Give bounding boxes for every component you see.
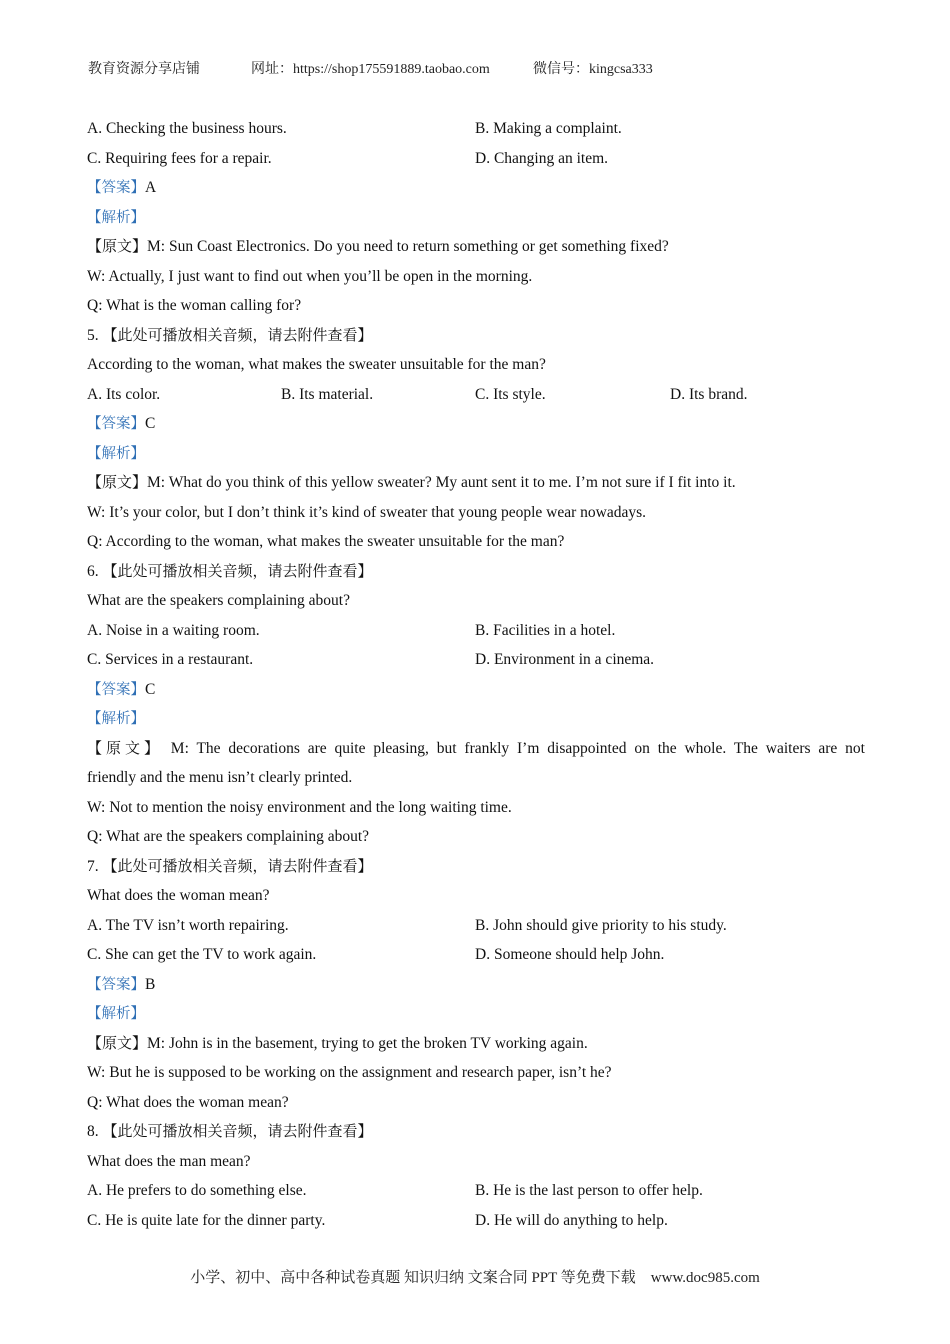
options-row <box>87 380 865 410</box>
transcript-line <box>87 468 865 498</box>
analysis-line <box>87 704 865 734</box>
shop-name: 教育资源分享店铺 <box>88 62 200 77</box>
transcript-line: Q: According to the woman, what makes the sweater unsuitable for the man? <box>87 533 565 550</box>
question-number: 6. <box>87 562 99 580</box>
answer-tag: 【答案】 <box>87 180 145 196</box>
answer-tag: 【答案】 <box>87 416 145 432</box>
answer-line <box>87 675 865 705</box>
answer-value: A <box>145 179 157 196</box>
answer-line <box>87 173 865 203</box>
answer-value: C <box>145 415 156 432</box>
option-c: C. She can get the TV to work again. <box>87 946 317 963</box>
answer-line <box>87 970 865 1000</box>
option-b: B. Making a complaint. <box>475 120 622 137</box>
transcript-line: friendly and the menu isn’t clearly printed. <box>87 769 353 786</box>
options-row <box>87 144 865 174</box>
question-number: 7. <box>87 857 99 875</box>
wechat-id: 微信号：kingcsa333 <box>533 62 653 77</box>
option-c: C. Requiring fees for a repair. <box>87 149 272 167</box>
options-row <box>87 940 865 970</box>
answer-tag: 【答案】 <box>87 976 145 993</box>
option-b: B. Its material. <box>281 385 374 403</box>
question-text: What are the speakers complaining about? <box>87 592 350 609</box>
transcript-line <box>87 1029 865 1059</box>
option-b: B. Facilities in a hotel. <box>475 621 616 639</box>
options-row <box>87 616 865 646</box>
option-c: C. Services in a restaurant. <box>87 651 254 668</box>
page-footer: 小学、初中、高中各种试卷真题 知识归纳 文案合同 PPT 等免费下载 www.doc985.com <box>190 1270 760 1286</box>
analysis-line <box>87 203 865 233</box>
transcript-text: M: Sun Coast Electronics. Do you need to return something or get something fixed? <box>147 238 669 255</box>
question-number: 5. <box>87 326 99 344</box>
options-row <box>87 1176 865 1206</box>
question-text: What does the man mean? <box>87 1152 251 1170</box>
answer-line <box>87 409 865 439</box>
audio-note: 【此处可播放相关音频，请去附件查看】 <box>102 856 373 875</box>
transcript-line: Q: What does the woman mean? <box>87 1093 289 1111</box>
analysis-line <box>87 999 865 1029</box>
option-d: D. Its brand. <box>670 385 748 403</box>
option-b: B. John should give priority to his study. <box>475 916 727 934</box>
transcript-tag: 【原文】 <box>87 473 148 491</box>
transcript-line <box>87 232 865 262</box>
question-number: 8. <box>87 1123 99 1140</box>
analysis-line <box>87 439 865 469</box>
transcript-line: W: Actually, I just want to find out when you’ll be open in the morning. <box>87 267 533 285</box>
transcript-line <box>87 734 865 764</box>
question-header <box>87 557 865 587</box>
option-a: A. The TV isn’t worth repairing. <box>87 916 289 934</box>
analysis-tag: 【解析】 <box>87 445 145 462</box>
transcript-text: M: John is in the basement, trying to get the broken TV working again. <box>147 1034 588 1052</box>
option-d: D. Someone should help John. <box>475 946 665 963</box>
option-d: D. Changing an item. <box>475 149 609 167</box>
audio-note: 【此处可播放相关音频，请去附件查看】 <box>102 1122 373 1140</box>
transcript-text: M: What do you think of this yellow sweater? My aunt sent it to me. I’m not sure if I fit into it. <box>147 474 736 491</box>
answer-value: B <box>145 975 156 993</box>
analysis-tag: 【解析】 <box>87 209 145 226</box>
transcript-line: W: It’s your color, but I don’t think it’s kind of sweater that young people wear nowadays. <box>87 503 646 521</box>
options-row <box>87 114 865 144</box>
transcript-line: Q: What are the speakers complaining about? <box>87 828 370 845</box>
option-a: A. Noise in a waiting room. <box>87 621 260 639</box>
answer-value: C <box>145 680 156 698</box>
question-text: What does the woman mean? <box>87 887 270 904</box>
option-a: A. Checking the business hours. <box>87 120 287 137</box>
audio-note: 【此处可播放相关音频，请去附件查看】 <box>102 561 373 580</box>
shop-url: 网址：https://shop175591889.taobao.com <box>251 62 490 77</box>
transcript-line: W: Not to mention the noisy environment and the long waiting time. <box>87 798 512 816</box>
option-d: D. Environment in a cinema. <box>475 651 655 668</box>
transcript-line: Q: What is the woman calling for? <box>87 297 302 314</box>
transcript-tag: 【原文】 <box>87 738 163 757</box>
option-b: B. He is the last person to offer help. <box>475 1182 703 1199</box>
audio-note: 【此处可播放相关音频，请去附件查看】 <box>102 325 373 344</box>
question-text: According to the woman, what makes the sweater unsuitable for the man? <box>87 356 546 373</box>
question-header <box>87 321 865 351</box>
analysis-tag: 【解析】 <box>87 1006 145 1022</box>
question-header <box>87 852 865 882</box>
transcript-tag: 【原文】 <box>87 237 148 255</box>
answer-tag: 【答案】 <box>87 681 145 698</box>
options-row <box>87 1206 865 1236</box>
option-c: C. He is quite late for the dinner party. <box>87 1211 326 1229</box>
options-row <box>87 645 865 675</box>
document-body <box>87 114 865 1235</box>
transcript-line: W: But he is supposed to be working on the assignment and research paper, isn’t he? <box>87 1064 612 1081</box>
analysis-tag: 【解析】 <box>87 711 145 727</box>
option-d: D. He will do anything to help. <box>475 1211 668 1229</box>
question-header <box>87 1117 865 1147</box>
option-c: C. Its style. <box>475 385 546 403</box>
option-a: A. Its color. <box>87 385 161 403</box>
transcript-tag: 【原文】 <box>87 1033 148 1052</box>
transcript-text: M: The decorations are quite pleasing, but frankly I’m disappointed on the whole. The waiters are not <box>170 739 865 757</box>
option-a: A. He prefers to do something else. <box>87 1182 307 1199</box>
options-row <box>87 911 865 941</box>
